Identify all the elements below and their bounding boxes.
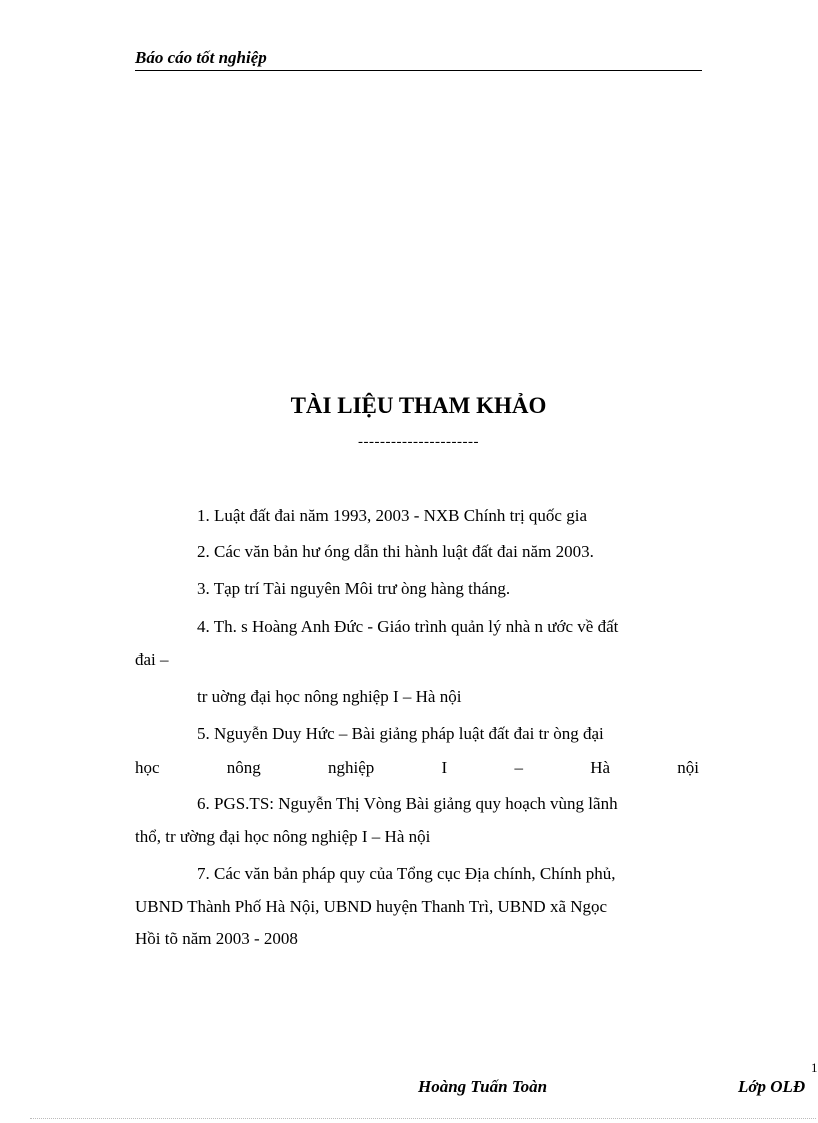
reference-item <box>135 717 699 751</box>
reference-line: 5. Nguyễn Duy Hức – Bài giảng pháp luật đất đai tr òng đại <box>197 724 604 743</box>
reference-line: đai – <box>135 650 169 669</box>
reference-item-continuation <box>135 643 699 677</box>
reference-item <box>135 535 699 569</box>
reference-item <box>135 857 699 891</box>
footer-author: Hoàng Tuấn Toàn <box>418 1077 548 1096</box>
page-header <box>135 48 702 71</box>
reference-line: 1. Luật đất đai năm 1993, 2003 - NXB Chính trị quốc gia <box>197 506 587 525</box>
footer-class: Lớp OLĐ <box>738 1077 806 1096</box>
reference-line: tr uờng đại học nông nghiệp I – Hà nội <box>197 687 462 706</box>
reference-line: Hồi tõ năm 2003 - 2008 <box>135 929 298 948</box>
reference-item-continuation <box>135 820 699 854</box>
reference-item <box>135 499 699 533</box>
reference-item <box>135 572 699 606</box>
reference-item-continuation <box>135 680 699 714</box>
title-divider: ---------------------- <box>358 434 479 450</box>
header-title: Báo cáo tốt nghiệp <box>135 48 267 67</box>
footer-rule <box>30 1118 816 1119</box>
reference-item-continuation <box>135 751 699 785</box>
reference-item-continuation <box>135 922 699 956</box>
reference-line: 6. PGS.TS: Nguyễn Thị Vòng Bài giảng quy hoạch vùng lãnh <box>197 794 618 813</box>
reference-line: 4. Th. s Hoàng Anh Đức - Giáo trình quản lý nhà n ước về đất <box>197 617 619 636</box>
reference-line: 7. Các văn bản pháp quy của Tổng cục Địa chính, Chính phủ, <box>197 864 616 883</box>
reference-line: UBND Thành Phố Hà Nội, UBND huyện Thanh Trì, UBND xã Ngọc <box>135 897 608 916</box>
document-title: TÀI LIỆU THAM KHẢO <box>290 393 547 418</box>
reference-line: 3. Tạp trí Tài nguyên Môi trư òng hàng tháng. <box>197 579 511 598</box>
reference-item <box>135 787 699 821</box>
reference-line: học nông nghiệp I – Hà nội <box>135 758 699 777</box>
reference-item <box>135 610 699 644</box>
reference-line: 2. Các văn bản hư óng dẫn thi hành luật đất đai năm 2003. <box>197 542 594 561</box>
reference-line: thổ, tr ường đại học nông nghiệp I – Hà nội <box>135 827 431 846</box>
page-number: 1 <box>811 1060 818 1075</box>
reference-item-continuation <box>135 890 699 924</box>
